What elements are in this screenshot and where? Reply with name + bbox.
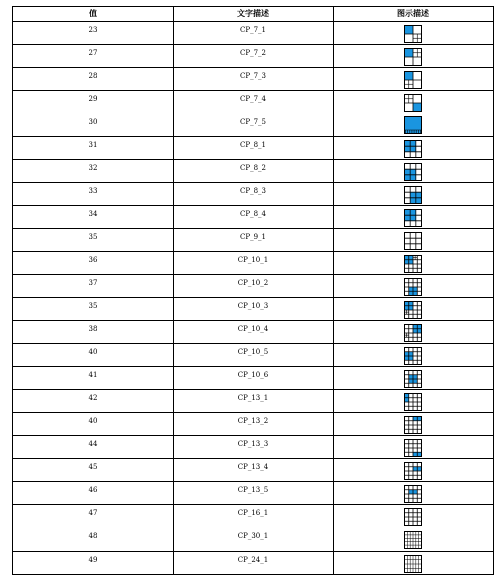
text-description-cell: CP_10_1: [237, 256, 269, 264]
column-divider: [333, 22, 334, 44]
column-divider: [333, 160, 334, 182]
column-divider: [333, 252, 334, 274]
text-description-cell: CP_30_1: [237, 532, 269, 540]
cp-10-4-icon: [404, 324, 422, 342]
table-row: [12, 45, 494, 68]
cp-7-5-icon: [404, 116, 422, 134]
value-cell: 49: [88, 556, 98, 564]
text-description-cell: CP_7_3: [240, 72, 266, 80]
column-divider: [333, 367, 334, 389]
cp-10-1-icon: [404, 255, 422, 273]
text-description-cell: CP_24_1: [237, 556, 269, 564]
text-description-cell: CP_10_3: [237, 302, 269, 310]
text-description-cell: CP_10_2: [237, 279, 269, 287]
text-description-cell: CP_7_5: [240, 118, 266, 126]
column-divider: [333, 505, 334, 551]
text-description-cell: CP_10_4: [237, 325, 269, 333]
text-description-cell: CP_10_5: [237, 348, 269, 356]
table-row: [12, 390, 494, 413]
table-header: [12, 6, 494, 22]
header-text-description: 文字描述: [237, 9, 269, 18]
value-cell: 29: [88, 95, 98, 103]
table-row: [12, 252, 494, 275]
text-description-cell: CP_8_3: [240, 187, 266, 195]
value-cell: 38: [88, 325, 98, 333]
column-divider: [333, 459, 334, 481]
table-row: [12, 137, 494, 160]
text-description-cell: CP_13_1: [237, 394, 269, 402]
value-cell: 40: [88, 417, 98, 425]
table-row: [12, 505, 494, 552]
cp-24-1-icon: [404, 555, 422, 573]
column-divider: [333, 45, 334, 67]
text-description-cell: CP_13_4: [237, 463, 269, 471]
cp-8-1-icon: [404, 140, 422, 158]
value-cell: 28: [88, 72, 98, 80]
table-row: [12, 229, 494, 252]
table-row: [12, 344, 494, 367]
text-description-cell: CP_8_1: [240, 141, 266, 149]
value-cell: 47: [88, 509, 98, 517]
column-divider: [333, 298, 334, 320]
cp-7-4-icon: [404, 94, 422, 112]
column-divider: [333, 436, 334, 458]
text-description-cell: CP_8_2: [240, 164, 266, 172]
table-row: [12, 367, 494, 390]
table-row: [12, 183, 494, 206]
column-divider: [333, 68, 334, 90]
cp-30-1-icon: [404, 531, 422, 549]
column-divider: [333, 183, 334, 205]
cp-13-5-icon: [404, 485, 422, 503]
value-cell: 40: [88, 348, 98, 356]
column-divider: [333, 482, 334, 504]
column-divider: [333, 390, 334, 412]
cp-10-2-icon: [404, 278, 422, 296]
cp-10-6-icon: [404, 370, 422, 388]
table-row: [12, 160, 494, 183]
column-divider: [333, 413, 334, 435]
cp-9-1-icon: [404, 232, 422, 250]
column-divider: [333, 229, 334, 251]
value-cell: 46: [88, 486, 98, 494]
value-cell: 27: [88, 49, 98, 57]
cp-13-2-icon: [404, 416, 422, 434]
text-description-cell: CP_7_2: [240, 49, 266, 57]
cp-8-4-icon: [404, 209, 422, 227]
table-row: [12, 436, 494, 459]
table-row: [12, 482, 494, 505]
cp-13-4-icon: [404, 462, 422, 480]
value-cell: 35: [88, 302, 98, 310]
header-icon-description: 图示描述: [397, 9, 429, 18]
value-cell: 34: [88, 210, 98, 218]
table-row: [12, 68, 494, 91]
value-cell: 31: [88, 141, 98, 149]
column-divider: [333, 321, 334, 343]
column-divider: [333, 275, 334, 297]
cp-7-1-icon: [404, 25, 422, 43]
table-row: [12, 275, 494, 298]
table-row: [12, 206, 494, 229]
table-row: [12, 459, 494, 482]
header-value: 值: [89, 9, 97, 18]
cp-13-1-icon: [404, 393, 422, 411]
value-cell: 42: [88, 394, 98, 402]
table-row: [12, 413, 494, 436]
value-cell: 41: [88, 371, 98, 379]
cp-8-3-icon: [404, 186, 422, 204]
cp-16-1-icon: [404, 508, 422, 526]
text-description-cell: CP_7_4: [240, 95, 266, 103]
cp-7-2-icon: [404, 48, 422, 66]
value-cell: 33: [88, 187, 98, 195]
text-description-cell: CP_7_1: [240, 26, 266, 34]
table-row: [12, 298, 494, 321]
text-description-cell: CP_13_2: [237, 417, 269, 425]
cp-7-3-icon: [404, 71, 422, 89]
value-cell: 37: [88, 279, 98, 287]
value-cell: 44: [88, 440, 98, 448]
value-cell: 30: [88, 118, 98, 126]
text-description-cell: CP_10_6: [237, 371, 269, 379]
column-divider: [333, 206, 334, 228]
cp-10-5-icon: [404, 347, 422, 365]
table-row: [12, 552, 494, 575]
value-cell: 45: [88, 463, 98, 471]
text-description-cell: CP_16_1: [237, 509, 269, 517]
value-cell: 32: [88, 164, 98, 172]
value-cell: 48: [88, 532, 98, 540]
table-row: [12, 321, 494, 344]
cp-13-3-icon: [404, 439, 422, 457]
value-cell: 23: [88, 26, 98, 34]
table-row: [12, 91, 494, 137]
column-divider: [333, 552, 334, 574]
cp-8-2-icon: [404, 163, 422, 181]
value-cell: 35: [88, 233, 98, 241]
text-description-cell: CP_8_4: [240, 210, 266, 218]
text-description-cell: CP_13_3: [237, 440, 269, 448]
column-divider: [333, 344, 334, 366]
text-description-cell: CP_13_5: [237, 486, 269, 494]
cp-10-3-icon: [404, 301, 422, 319]
column-divider: [333, 91, 334, 136]
table-row: [12, 22, 494, 45]
text-description-cell: CP_9_1: [240, 233, 266, 241]
column-divider: [333, 137, 334, 159]
value-cell: 36: [88, 256, 98, 264]
